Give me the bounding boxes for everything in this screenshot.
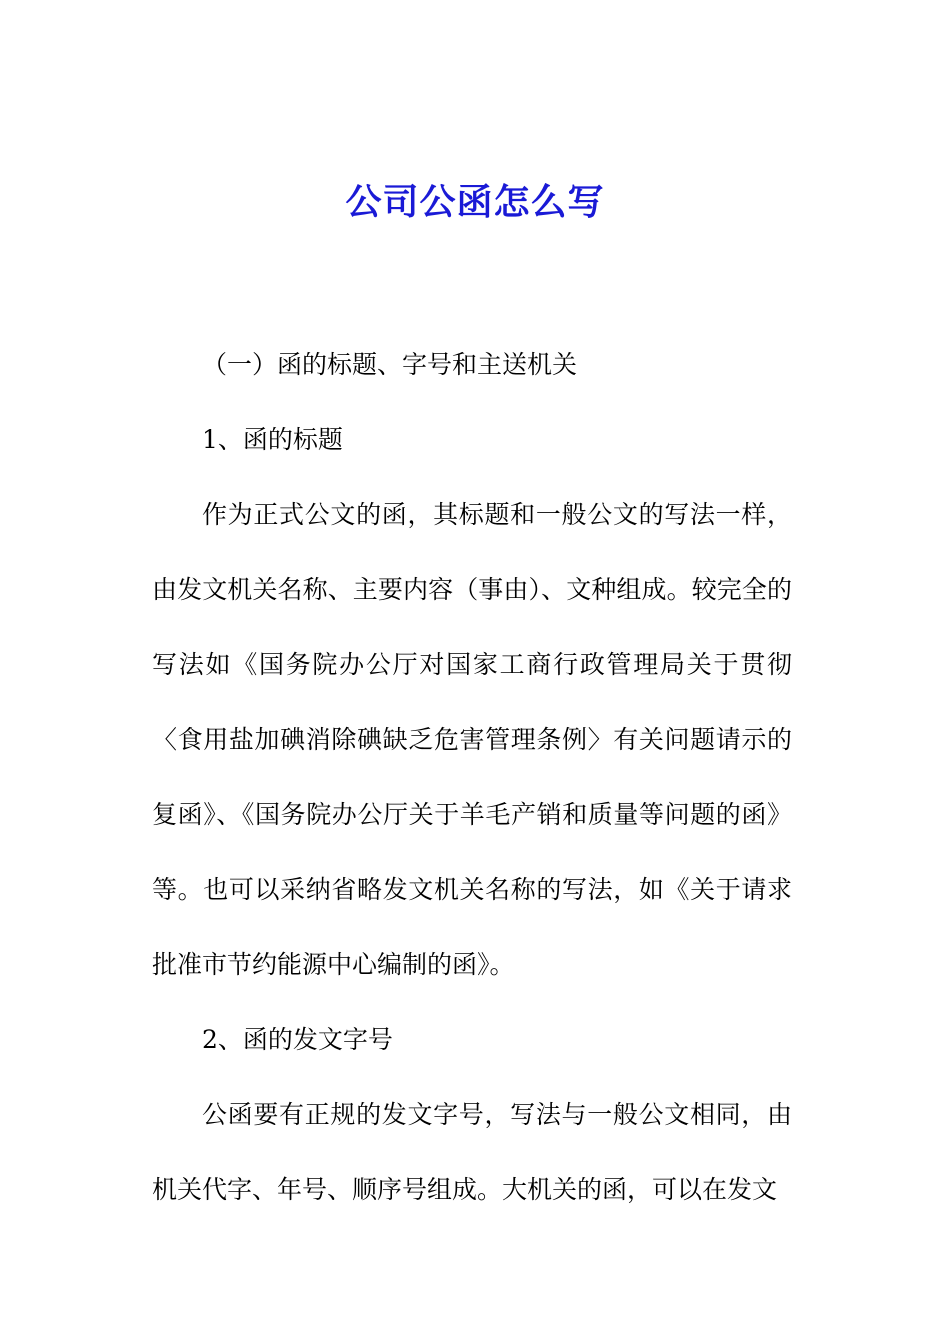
document-title: 公司公函怎么写: [345, 181, 605, 223]
subsection-heading: 1、函的标题: [202, 425, 343, 454]
body-paragraph: 公函要有正规的发文字号，写法与一般公文相同，由机关代字、年号、顺序号组成。大机关的函，可以在发文: [152, 1100, 792, 1204]
subsection-heading: 2、函的发文字号: [202, 1025, 393, 1054]
document-body: [152, 327, 792, 1227]
body-paragraph: 作为正式公文的函，其标题和一般公文的写法一样，由发文机关名称、主要内容（事由）、文种组成。较完全的写法如《国务院办公厅对国家工商行政管理局关于贯彻〈食用盐加碘消除碘缺乏危害管理条例〉有关问题请示的复函》、《国务院办公厅关于羊毛产销和质量等问题的函》等。也可以采纳省略发文机关名称的写法，如《关于请求批准市节约能源中心编制的函》。: [152, 500, 792, 979]
section-heading: （一）函的标题、字号和主送机关: [202, 350, 578, 379]
